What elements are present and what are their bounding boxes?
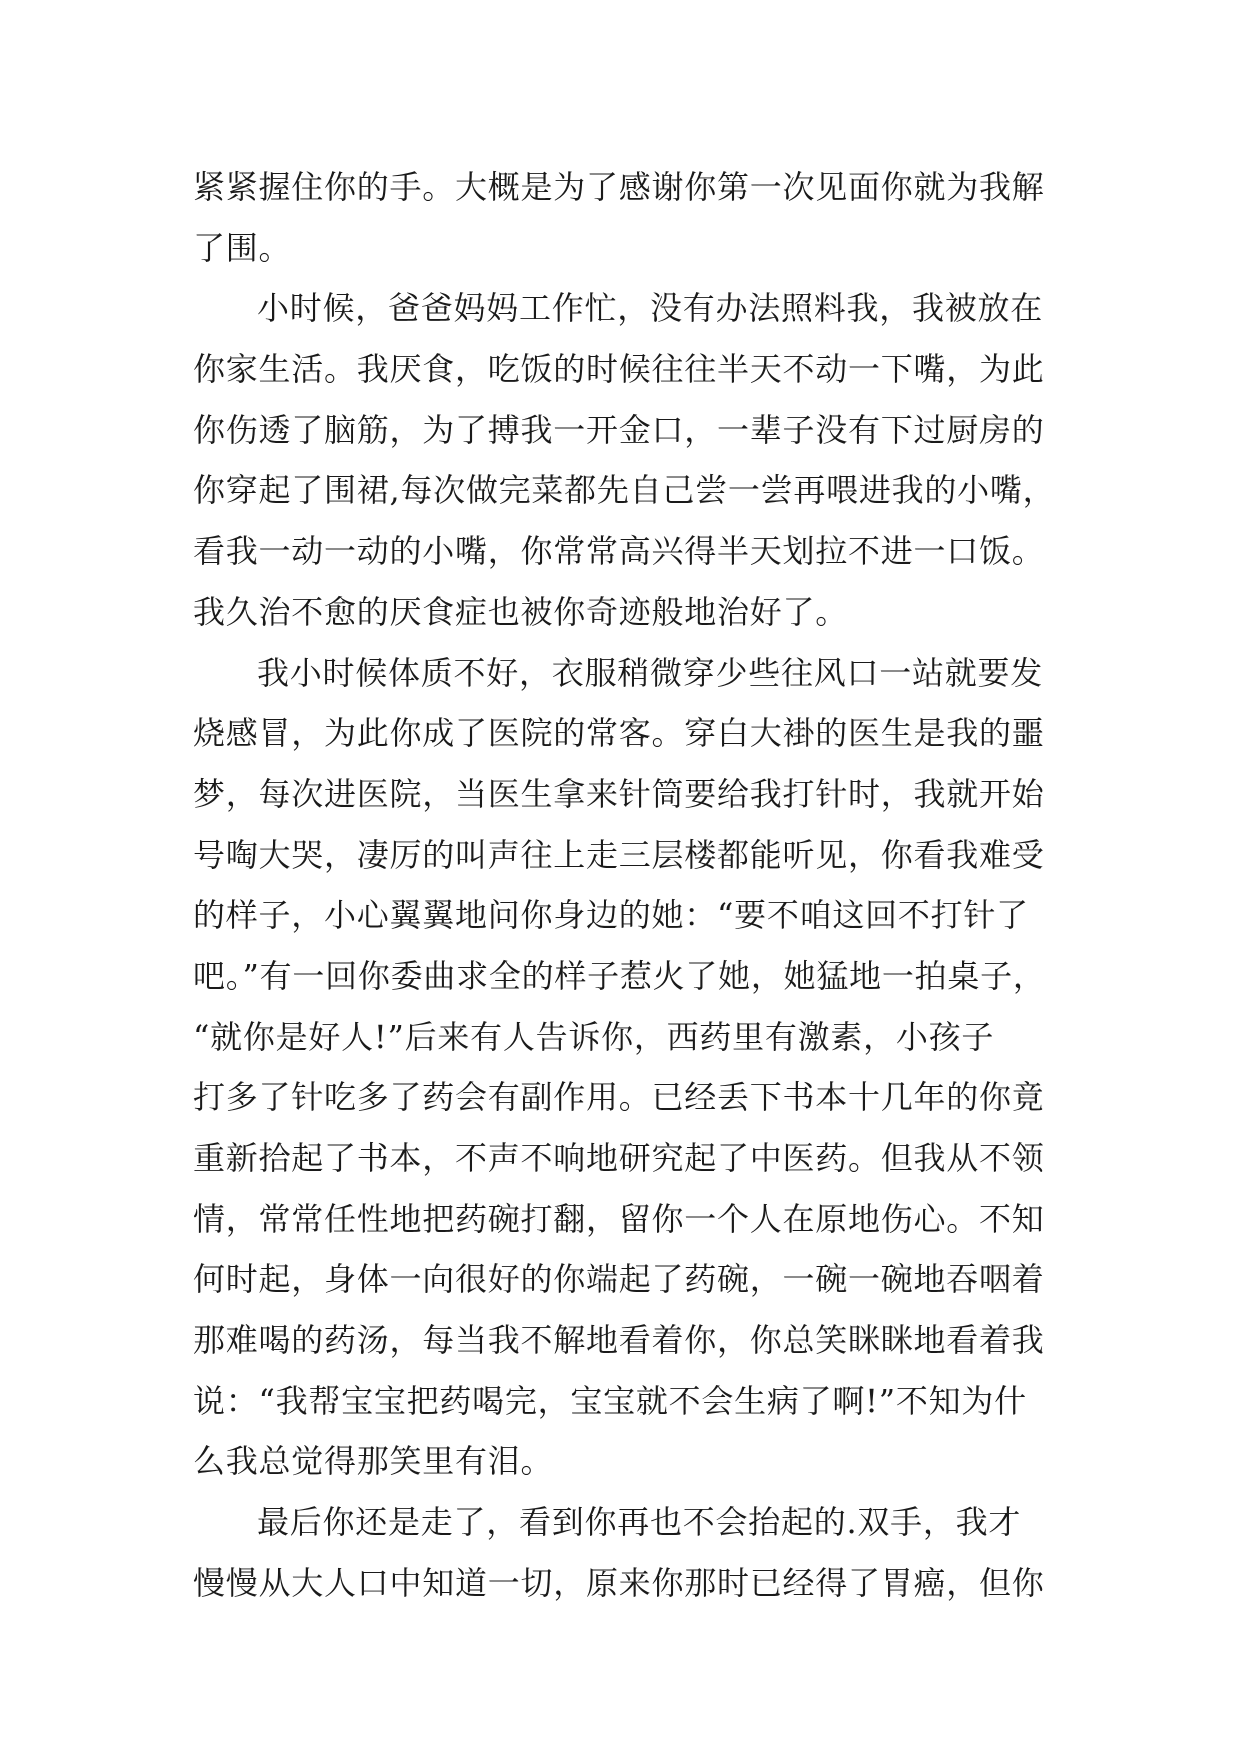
text-line: 的样子，小心翼翼地问你身边的她：“要不咱这回不打针了 xyxy=(193,896,1029,935)
text-line: 说：“我帮宝宝把药喝完，宝宝就不会生病了啊!”不知为什 xyxy=(193,1381,1027,1420)
text-line: 你穿起了围裙,每次做完菜都先自己尝一尝再喂进我的小嘴， xyxy=(193,471,1056,510)
text-line: 吧。”有一回你委曲求全的样子惹火了她，她猛地一拍桌子， xyxy=(193,956,1046,995)
text-line: 你伤透了脑筋，为了搏我一开金口，一辈子没有下过厨房的 xyxy=(193,410,1045,449)
paragraph-first-line: 最后你还是走了，看到你再也不会抬起的.双手，我才 xyxy=(257,1503,1022,1542)
text-line: 梦，每次进医院，当医生拿来针筒要给我打针时，我就开始 xyxy=(193,774,1045,813)
text-line: 重新拾起了书本，不声不响地研究起了中医药。但我从不领 xyxy=(193,1139,1045,1177)
paragraph-first-line: 小时候，爸爸妈妈工作忙，没有办法照料我，我被放在 xyxy=(257,289,1044,328)
text-line: 慢慢从大人口中知道一切，原来你那时已经得了胃癌，但你 xyxy=(193,1563,1045,1602)
paragraph-first-line: 我小时候体质不好，衣服稍微穿少些往风口一站就要发 xyxy=(257,653,1044,692)
text-line: 号啕大哭，凄厉的叫声往上走三层楼都能听见，你看我难受 xyxy=(193,835,1045,874)
text-line: 紧紧握住你的手。大概是为了感谢你第一次见面你就为我解 xyxy=(193,168,1045,206)
text-line: “就你是好人!”后来有人告诉你，西药里有激素，小孩子 xyxy=(193,1017,995,1056)
text-line: 我久治不愈的厌食症也被你奇迹般地治好了。 xyxy=(193,592,849,631)
text-line: 看我一动一动的小嘴，你常常高兴得半天划拉不进一口饭。 xyxy=(193,532,1045,571)
text-line: 了围。 xyxy=(193,228,292,267)
document-body xyxy=(193,157,1073,1614)
text-line: 烧感冒，为此你成了医院的常客。穿白大褂的医生是我的噩 xyxy=(193,714,1045,753)
text-line: 么我总觉得那笑里有泪。 xyxy=(193,1442,554,1481)
text-line: 那难喝的药汤，每当我不解地看着你，你总笑眯眯地看着我 xyxy=(193,1321,1045,1360)
text-line: 何时起，身体一向很好的你端起了药碗，一碗一碗地吞咽着 xyxy=(193,1260,1045,1299)
text-line: 打多了针吃多了药会有副作用。已经丢下书本十几年的你竟 xyxy=(193,1078,1045,1117)
text-line: 你家生活。我厌食，吃饭的时候往往半天不动一下嘴，为此 xyxy=(193,350,1045,389)
text-line: 情，常常任性地把药碗打翻，留你一个人在原地伤心。不知 xyxy=(193,1199,1045,1238)
